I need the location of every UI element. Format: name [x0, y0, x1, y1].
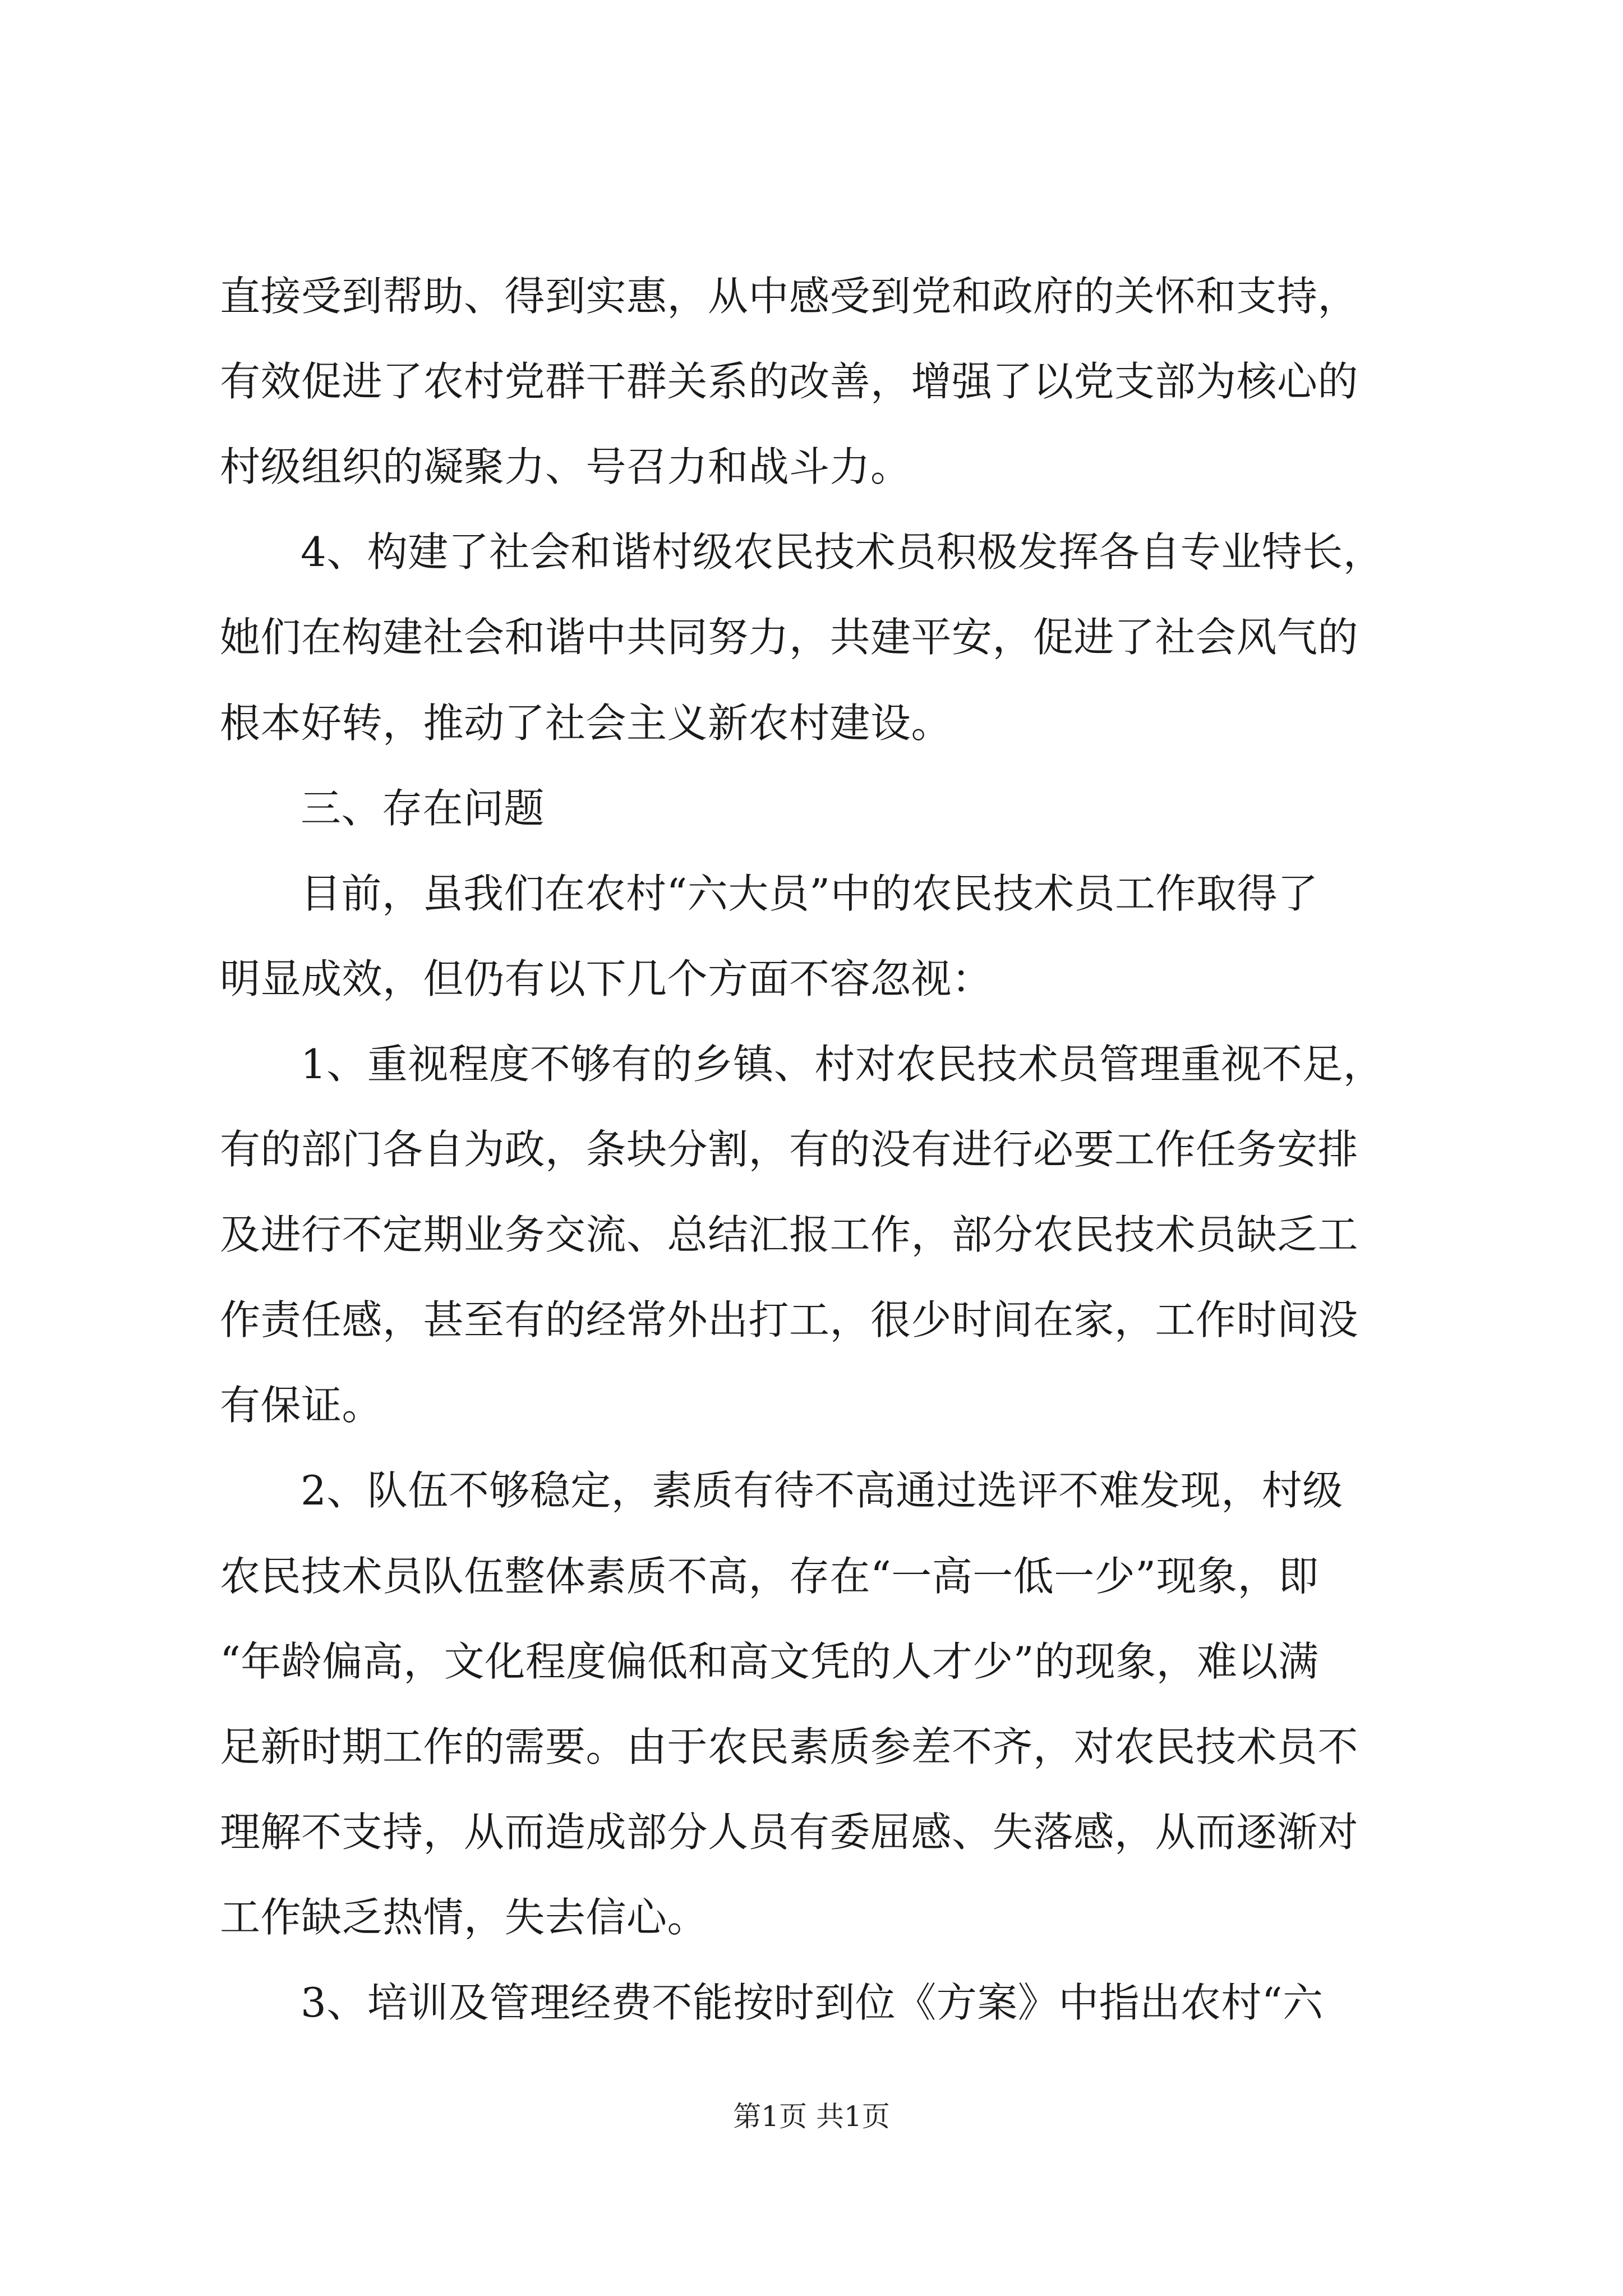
text-line: 足新时期工作的需要。由于农民素质参差不齐，对农民技术员不 [220, 1723, 1359, 1770]
text-line: 有效促进了农村党群干群关系的改善，增强了以党支部为核心的 [220, 358, 1359, 405]
text-line: 明显成效，但仍有以下几个方面不容忽视： [220, 955, 993, 1002]
section-heading: 三、存在问题 [301, 785, 545, 832]
text-line: 4、构建了社会和谐村级农民技术员积极发挥各自专业特长， [301, 528, 1384, 576]
text-line: 工作缺乏热情，失去信心。 [220, 1894, 708, 1941]
text-line: 1、重视程度不够有的乡镇、村对农民技术员管理重视不足， [301, 1041, 1384, 1088]
text-line: 农民技术员队伍整体素质不高，存在“一高一低一少”现象，即 [220, 1553, 1319, 1600]
text-line: 3、培训及管理经费不能按时到位《方案》中指出农村“六 [301, 1979, 1324, 2026]
text-line: “年龄偏高，文化程度偏低和高文凭的人才少”的现象，难以满 [220, 1638, 1319, 1685]
text-line: 有的部门各自为政，条块分割，有的没有进行必要工作任务安排 [220, 1126, 1359, 1173]
text-line: 理解不支持，从而造成部分人员有委屈感、失落感，从而逐渐对 [220, 1809, 1359, 1856]
text-line: 2、队伍不够稳定，素质有待不高通过选评不难发现，村级 [301, 1467, 1343, 1514]
page-number-footer: 第1页 共1页 [733, 2100, 890, 2133]
text-line: 直接受到帮助、得到实惠，从中感受到党和政府的关怀和支持， [220, 273, 1359, 320]
text-line: 有保证。 [220, 1382, 383, 1429]
text-line: 作责任感，甚至有的经常外出打工，很少时间在家，工作时间没 [220, 1296, 1359, 1343]
text-line: 村级组织的凝聚力、号召力和战斗力。 [220, 443, 911, 490]
text-line: 根本好转，推动了社会主义新农村建设。 [220, 700, 952, 747]
text-line: 目前，虽我们在农村“六大员”中的农民技术员工作取得了 [301, 870, 1318, 917]
text-line: 及进行不定期业务交流、总结汇报工作，部分农民技术员缺乏工 [220, 1211, 1359, 1258]
text-line: 她们在构建社会和谐中共同努力，共建平安，促进了社会风气的 [220, 614, 1359, 661]
